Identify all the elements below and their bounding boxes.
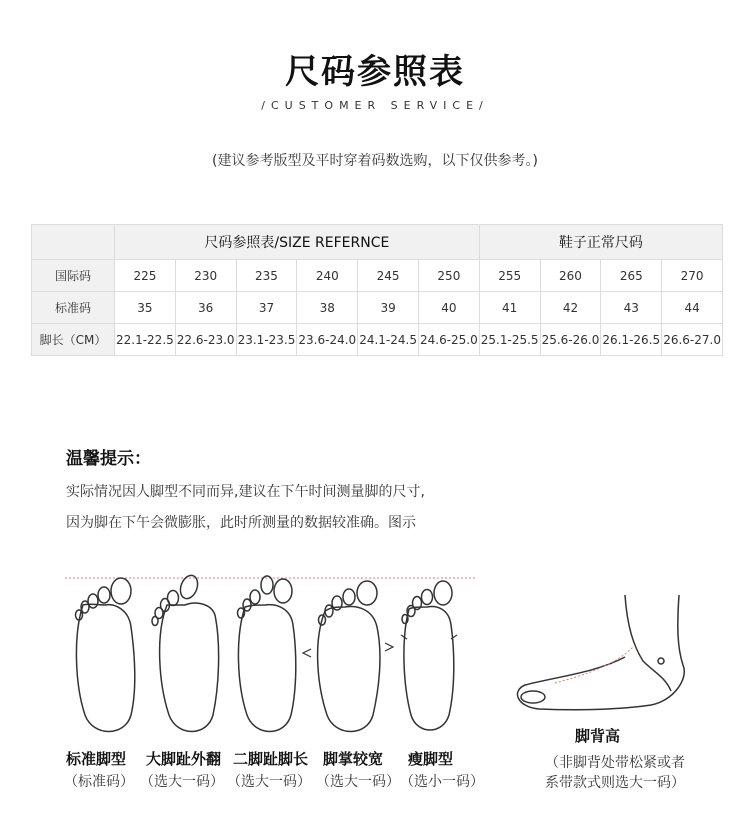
table-cell: 260	[540, 260, 601, 292]
tips-title: 温馨提示：	[66, 449, 151, 469]
instep-guide-line	[555, 647, 633, 683]
table-cell: 25.1-25.5	[479, 324, 540, 356]
foot-type-advice: （标准码）	[64, 774, 134, 790]
page-title: 尺码参照表	[285, 52, 465, 92]
table-cell: 42	[540, 292, 601, 324]
row-label: 脚长（CM）	[32, 324, 115, 356]
foot-type-label: 大脚趾外翻	[146, 750, 222, 768]
table-cell: 39	[358, 292, 419, 324]
size-reference-table	[31, 224, 723, 356]
table-cell: 235	[236, 260, 297, 292]
table-cell: 37	[236, 292, 297, 324]
foot-bunion-icon	[152, 573, 219, 732]
table-cell: 24.1-24.5	[358, 324, 419, 356]
table-corner-cell	[32, 225, 115, 260]
table-header-row	[32, 225, 723, 260]
table-cell: 36	[175, 292, 236, 324]
table-side-caption: 鞋子正常尺码	[479, 225, 722, 260]
table-cell: 25.6-26.0	[540, 324, 601, 356]
table-row	[32, 292, 723, 324]
table-cell: 270	[662, 260, 723, 292]
table-cell: 250	[418, 260, 479, 292]
instep-note: 系带款式则选大一码）	[545, 775, 685, 791]
instep-label: 脚背高	[575, 727, 621, 745]
table-cell: 225	[115, 260, 176, 292]
foot-type-advice: （选大一码）	[227, 774, 311, 790]
table-cell: 23.6-24.0	[297, 324, 358, 356]
table-cell: 240	[297, 260, 358, 292]
page-subtitle: /CUSTOMER SERVICE/	[261, 99, 489, 112]
tips-line: 实际情况因人脚型不同而异,建议在下午时间测量脚的尺寸,	[66, 484, 425, 500]
foot-types-illustration	[55, 565, 715, 745]
foot-standard-icon	[76, 578, 135, 732]
foot-type-advice: （选大一码）	[140, 774, 224, 790]
row-label: 标准码	[32, 292, 115, 324]
table-cell: 22.6-23.0	[175, 324, 236, 356]
foot-type-label: 标准脚型	[66, 750, 127, 768]
foot-wide-icon	[303, 581, 393, 732]
foot-instep-side-icon	[517, 595, 684, 710]
instep-note: （非脚背处带松紧或者	[545, 755, 685, 771]
table-cell: 40	[418, 292, 479, 324]
table-row	[32, 260, 723, 292]
table-cell: 35	[115, 292, 176, 324]
foot-type-label: 瘦脚型	[408, 750, 454, 768]
table-cell: 23.1-23.5	[236, 324, 297, 356]
foot-type-advice: （选大一码）	[316, 774, 400, 790]
table-cell: 41	[479, 292, 540, 324]
foot-type-label: 二脚趾脚长	[233, 750, 309, 768]
table-cell: 43	[601, 292, 662, 324]
foot-long-second-toe-icon	[238, 576, 296, 732]
table-cell: 24.6-25.0	[418, 324, 479, 356]
table-cell: 38	[297, 292, 358, 324]
tips-line: 因为脚在下午会微膨胀，此时所测量的数据较准确。图示	[66, 515, 416, 531]
row-label: 国际码	[32, 260, 115, 292]
table-cell: 26.6-27.0	[662, 324, 723, 356]
foot-type-advice: （选小一码）	[400, 774, 484, 790]
table-cell: 230	[175, 260, 236, 292]
selection-note: (建议参考版型及平时穿着码数选购，以下仅供参考。)	[212, 153, 538, 169]
table-caption: 尺码参照表/SIZE REFERNCE	[115, 225, 480, 260]
table-cell: 44	[662, 292, 723, 324]
table-row	[32, 324, 723, 356]
foot-type-label: 脚掌较宽	[323, 750, 384, 768]
table-cell: 255	[479, 260, 540, 292]
table-cell: 265	[601, 260, 662, 292]
table-cell: 245	[358, 260, 419, 292]
table-cell: 22.1-22.5	[115, 324, 176, 356]
table-cell: 26.1-26.5	[601, 324, 662, 356]
foot-slim-icon	[401, 581, 457, 730]
